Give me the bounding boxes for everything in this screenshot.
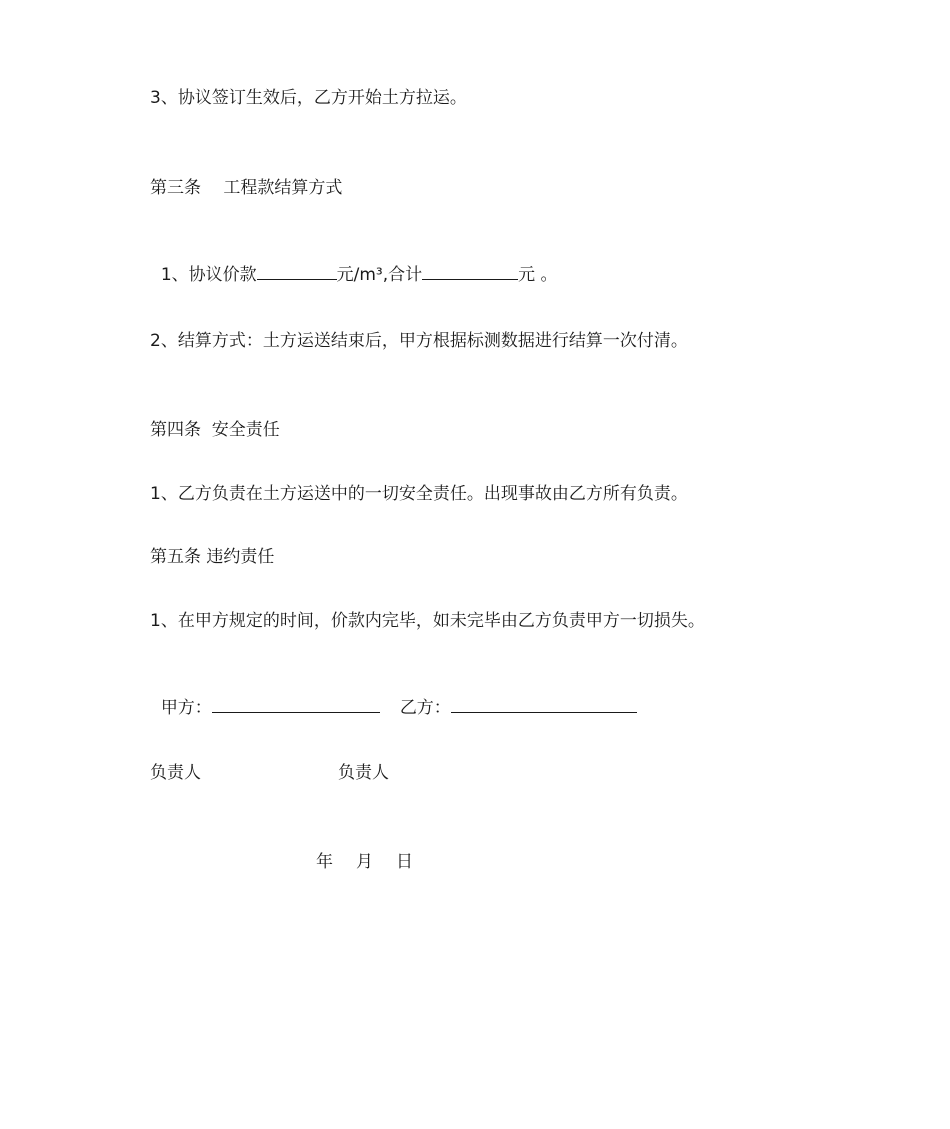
article-5-heading: 第五条 违约责任: [150, 547, 275, 567]
responsible-b: 负责人: [338, 763, 389, 783]
clause-item-3: 3、协议签订生效后，乙方开始土方拉运。: [150, 88, 467, 108]
party-b-label: 乙方：: [399, 698, 451, 718]
price-label: 1、协议价款: [160, 265, 257, 285]
total-price-blank: [422, 263, 518, 280]
signature-parties: [150, 674, 637, 719]
date-day: 日: [396, 852, 413, 872]
article-5-item-1: 1、在甲方规定的时间，价款内完毕，如未完毕由乙方负责甲方一切损失。: [150, 611, 705, 631]
article-3-heading: 第三条 工程款结算方式: [150, 178, 343, 198]
yuan-label: 元 。: [518, 265, 558, 285]
article-4-heading: 第四条 安全责任: [150, 420, 280, 440]
party-a-blank: [212, 696, 380, 713]
unit-price-blank: [257, 263, 337, 280]
article-3-item-2: 2、结算方式：土方运送结束后，甲方根据标测数据进行结算一次付清。: [150, 331, 688, 351]
unit-total-label: 元/m³,合计: [336, 265, 423, 285]
article-3-item-1: [150, 241, 558, 286]
responsible-a: 负责人: [150, 763, 201, 783]
date-month: 月: [356, 852, 373, 872]
date-year: 年: [316, 852, 333, 872]
article-4-item-1: 1、乙方负责在土方运送中的一切安全责任。出现事故由乙方所有负责。: [150, 484, 688, 504]
party-b-blank: [451, 696, 637, 713]
party-a-label: 甲方：: [160, 698, 212, 718]
